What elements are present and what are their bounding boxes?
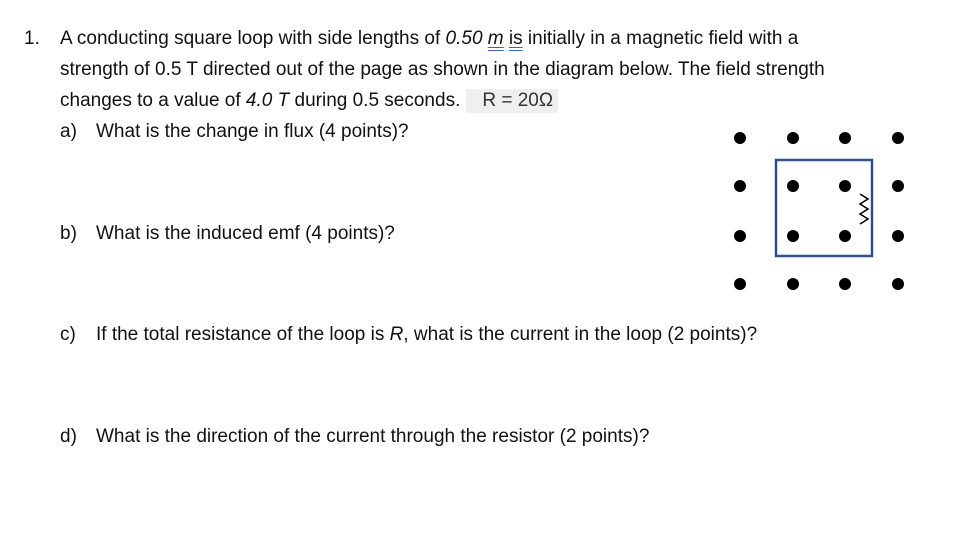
field-dot bbox=[734, 230, 746, 242]
field-dot bbox=[892, 230, 904, 242]
field-dots bbox=[734, 132, 904, 290]
resistance-var: R bbox=[389, 324, 404, 345]
magnetic-field-diagram bbox=[720, 120, 920, 300]
field-dot bbox=[839, 230, 851, 242]
resistance-note: R = 20Ω bbox=[466, 89, 558, 113]
field-dot bbox=[839, 278, 851, 290]
conducting-loop bbox=[776, 160, 872, 256]
question-line-3: changes to a value of 4.0 T during 0.5 seconds. R = 20Ω bbox=[60, 89, 558, 113]
side-length: 0.50 bbox=[445, 28, 483, 49]
question-line-2: strength of 0.5 T directed out of the page as shown in the diagram below. The field strength bbox=[60, 59, 825, 80]
field-dot bbox=[787, 278, 799, 290]
part-a-label: a) bbox=[60, 121, 77, 142]
resistor-symbol bbox=[860, 194, 868, 224]
field-dot bbox=[892, 180, 904, 192]
field-dot bbox=[734, 180, 746, 192]
part-c: c) If the total resistance of the loop is R, what is the current in the loop (2 points)? bbox=[60, 324, 758, 345]
field-dot bbox=[787, 132, 799, 144]
part-b-text: What is the induced emf (4 points)? bbox=[96, 223, 395, 244]
question-number: 1. bbox=[24, 28, 40, 49]
field-dot bbox=[734, 278, 746, 290]
part-c-label: c) bbox=[60, 324, 76, 345]
final-field: 4.0 T bbox=[245, 90, 290, 111]
part-b-label: b) bbox=[60, 223, 77, 244]
part-b bbox=[60, 222, 395, 246]
side-unit: m bbox=[487, 28, 504, 49]
part-a bbox=[60, 120, 409, 144]
part-a-text: What is the change in flux (4 points)? bbox=[96, 121, 409, 142]
field-dot bbox=[892, 278, 904, 290]
field-dot bbox=[787, 180, 799, 192]
field-dot bbox=[839, 132, 851, 144]
part-d-text: What is the direction of the current through the resistor (2 points)? bbox=[96, 426, 650, 447]
field-dot bbox=[734, 132, 746, 144]
field-dot bbox=[892, 132, 904, 144]
field-dot bbox=[839, 180, 851, 192]
field-dot bbox=[787, 230, 799, 242]
part-d-label: d) bbox=[60, 426, 77, 447]
part-d bbox=[60, 425, 649, 449]
question-line-1: A conducting square loop with side lengths of 0.50 m is initially in a magnetic field with a bbox=[60, 28, 799, 49]
